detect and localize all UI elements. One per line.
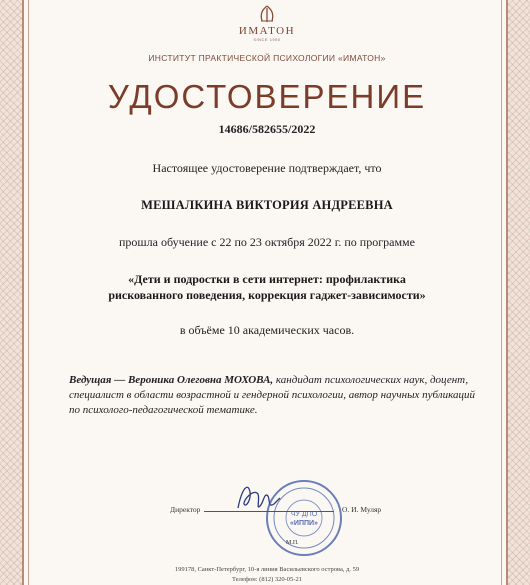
- volume-text: в объёме 10 академических часов.: [179, 323, 355, 337]
- lecturer-description: кандидат психологических наук, доцент, специалист в области возрастной и гендерной психологии, автор научных публикаций по психолого-педагогической тематике.: [69, 374, 475, 416]
- confirm-text: Настоящее удостоверение подтверждает, что: [152, 161, 382, 175]
- institute-logo: [24, 4, 510, 42]
- program-line-2: рискованного поведения, коррекция гаджет-зависимости»: [108, 288, 426, 302]
- logo-since: SINCE 1990: [253, 37, 281, 42]
- lecturer-role: Ведущая — Вероника Олеговна МОХОВА,: [69, 374, 274, 386]
- lecturer-info: [69, 373, 479, 418]
- institute-phone: Телефон: (812) 320-05-21: [232, 576, 302, 583]
- training-text: прошла обучение с 22 по 23 октября 2022 г. по программе: [119, 235, 415, 249]
- stamp-line-1: ЧУ ДПО: [290, 511, 318, 518]
- certificate-body: [22, 0, 508, 585]
- stamp-line-2: «ИППИ»: [290, 520, 318, 527]
- institute-name: ИНСТИТУТ ПРАКТИЧЕСКОЙ ПСИХОЛОГИИ «ИМАТОН»: [148, 53, 386, 63]
- logo-emblem-icon: [254, 4, 280, 24]
- logo-name: ИМАТОН: [238, 25, 296, 37]
- stamp-mp: М.П.: [286, 540, 299, 546]
- director-name: О. И. Муляр: [342, 505, 382, 514]
- official-stamp: [264, 478, 344, 558]
- certificate-number: 14686/582655/2022: [218, 122, 316, 136]
- director-label: Директор: [170, 505, 201, 514]
- institute-address: 199178, Санкт-Петербург, 10-я линия Васильевского острова, д. 59: [174, 566, 360, 573]
- program-line-1: «Дети и подростки в сети интернет: профилактика: [128, 272, 406, 286]
- program-title: [44, 271, 490, 303]
- recipient-name: МЕШАЛКИНА ВИКТОРИЯ АНДРЕЕВНА: [141, 198, 393, 212]
- certificate-title: УДОСТОВЕРЕНИЕ: [107, 78, 427, 115]
